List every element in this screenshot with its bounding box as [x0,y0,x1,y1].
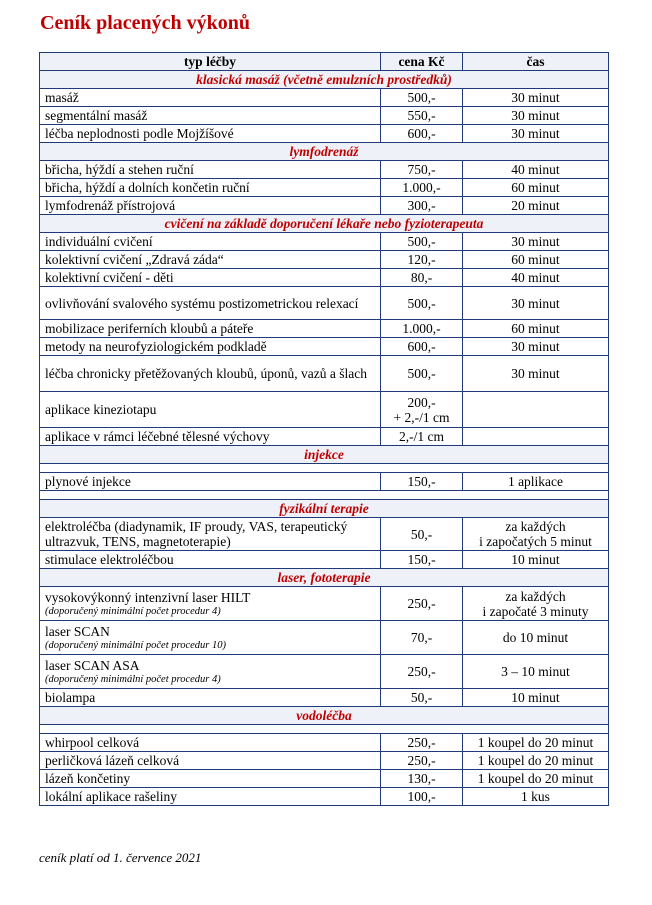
table-row [40,338,609,356]
price-cell: 130,- [381,770,463,788]
price-cell: 250,- [381,752,463,770]
section-physical-therapy: fyzikální terapie [40,500,609,518]
table-row [40,551,609,569]
treatment-cell: individuální cvičení [40,233,381,251]
table-row [40,251,609,269]
treatment-cell: lázeň končetiny [40,770,381,788]
price-cell: 70,- [381,621,463,655]
price-cell: 500,- [381,89,463,107]
price-cell: 2,-/1 cm [381,428,463,446]
treatment-cell: segmentální masáž [40,107,381,125]
table-row [40,179,609,197]
treatment-cell: plynové injekce [40,473,381,491]
treatment-cell: vysokovýkonný intenzivní laser HILT (doporučený minimální počet procedur 4) [40,587,381,621]
time-cell: 30 minut [463,338,609,356]
section-massage: klasická masáž (včetně emulzních prostředků) [40,71,609,89]
time-cell: 1 kus [463,788,609,806]
table-header-row [40,53,609,71]
treatment-cell: stimulace elektroléčbou [40,551,381,569]
time-cell: 10 minut [463,689,609,707]
time-cell [463,428,609,446]
price-cell: 750,- [381,161,463,179]
price-cell: 50,- [381,689,463,707]
price-cell: 150,- [381,551,463,569]
treatment-cell: kolektivní cvičení „Zdravá záda“ [40,251,381,269]
price-cell: 250,- [381,734,463,752]
time-cell: 60 minut [463,320,609,338]
price-cell: 600,- [381,338,463,356]
table-row [40,689,609,707]
treatment-cell: laser SCAN (doporučený minimální počet procedur 10) [40,621,381,655]
time-cell: 10 minut [463,551,609,569]
header-time: čas [463,53,609,71]
treatment-cell: masáž [40,89,381,107]
time-cell: 30 minut [463,89,609,107]
table-row [40,518,609,551]
time-cell: 30 minut [463,356,609,392]
time-cell: 3 – 10 minut [463,655,609,689]
price-cell: 50,- [381,518,463,551]
price-cell: 500,- [381,356,463,392]
treatment-cell: perličková lázeň celková [40,752,381,770]
time-cell: 20 minut [463,197,609,215]
time-cell [463,392,609,428]
treatment-cell: aplikace v rámci léčebné tělesné výchovy [40,428,381,446]
treatment-cell: léčba neplodnosti podle Mojžíšové [40,125,381,143]
price-cell: 250,- [381,587,463,621]
table-row [40,233,609,251]
table-row [40,356,609,392]
treatment-cell: břicha, hýždí a dolních končetin ruční [40,179,381,197]
table-row [40,125,609,143]
table-row [40,473,609,491]
treatment-cell: lymfodrenáž přístrojová [40,197,381,215]
price-cell: 500,- [381,233,463,251]
time-cell: 1 koupel do 20 minut [463,770,609,788]
treatment-cell: ovlivňování svalového systému postizometrickou relexací [40,287,381,320]
price-cell: 150,- [381,473,463,491]
time-cell: 40 minut [463,269,609,287]
section-exercise: cvičení na základě doporučení lékaře nebo fyzioterapeuta [40,215,609,233]
table-row [40,734,609,752]
table-row [40,788,609,806]
header-treatment: typ léčby [40,53,381,71]
table-row [40,587,609,621]
time-cell: 60 minut [463,179,609,197]
price-cell: 600,- [381,125,463,143]
price-cell: 200,- + 2,-/1 cm [381,392,463,428]
price-cell: 1.000,- [381,179,463,197]
section-laser: laser, fototerapie [40,569,609,587]
table-row [40,197,609,215]
treatment-cell: biolampa [40,689,381,707]
table-row [40,655,609,689]
table-row [40,621,609,655]
section-hydrotherapy: vodoléčba [40,707,609,725]
price-cell: 100,- [381,788,463,806]
table-row [40,161,609,179]
price-cell: 120,- [381,251,463,269]
time-cell: 30 minut [463,287,609,320]
treatment-cell: elektroléčba (diadynamik, IF proudy, VAS, terapeutický ultrazvuk, TENS, magnetoterapie) [40,518,381,551]
price-cell: 1.000,- [381,320,463,338]
table-row [40,107,609,125]
time-cell: 30 minut [463,233,609,251]
treatment-cell [40,491,609,500]
time-cell: 1 koupel do 20 minut [463,752,609,770]
time-cell: 40 minut [463,161,609,179]
price-cell: 80,- [381,269,463,287]
time-cell: 1 koupel do 20 minut [463,734,609,752]
table-row [40,269,609,287]
treatment-cell: lokální aplikace rašeliny [40,788,381,806]
price-cell: 250,- [381,655,463,689]
section-lymphodrainage: lymfodrenáž [40,143,609,161]
time-cell: za každých i započatých 5 minut [463,518,609,551]
table-row [40,770,609,788]
treatment-cell: léčba chronicky přetěžovaných kloubů, úponů, vazů a šlach [40,356,381,392]
treatment-cell [40,725,609,734]
table-row [40,752,609,770]
price-cell: 300,- [381,197,463,215]
table-row [40,392,609,428]
table-row [40,89,609,107]
page-title: Ceník placených výkonů [40,12,251,34]
treatment-cell: laser SCAN ASA (doporučený minimální počet procedur 4) [40,655,381,689]
time-cell: 30 minut [463,107,609,125]
time-cell: do 10 minut [463,621,609,655]
treatment-cell: aplikace kineziotapu [40,392,381,428]
treatment-cell [40,464,609,473]
price-table [39,52,609,806]
table-row [40,320,609,338]
header-price: cena Kč [381,53,463,71]
time-cell: 30 minut [463,125,609,143]
treatment-cell: metody na neurofyziologickém podkladě [40,338,381,356]
price-cell: 550,- [381,107,463,125]
treatment-cell: whirpool celková [40,734,381,752]
time-cell: 1 aplikace [463,473,609,491]
time-cell: za každých i započaté 3 minuty [463,587,609,621]
treatment-cell: kolektivní cvičení - děti [40,269,381,287]
time-cell: 60 minut [463,251,609,269]
table-row [40,428,609,446]
validity-note: ceník platí od 1. července 2021 [39,850,202,865]
table-row [40,287,609,320]
section-injection: injekce [40,446,609,464]
treatment-cell: mobilizace periferních kloubů a páteře [40,320,381,338]
treatment-cell: břicha, hýždí a stehen ruční [40,161,381,179]
price-cell: 500,- [381,287,463,320]
